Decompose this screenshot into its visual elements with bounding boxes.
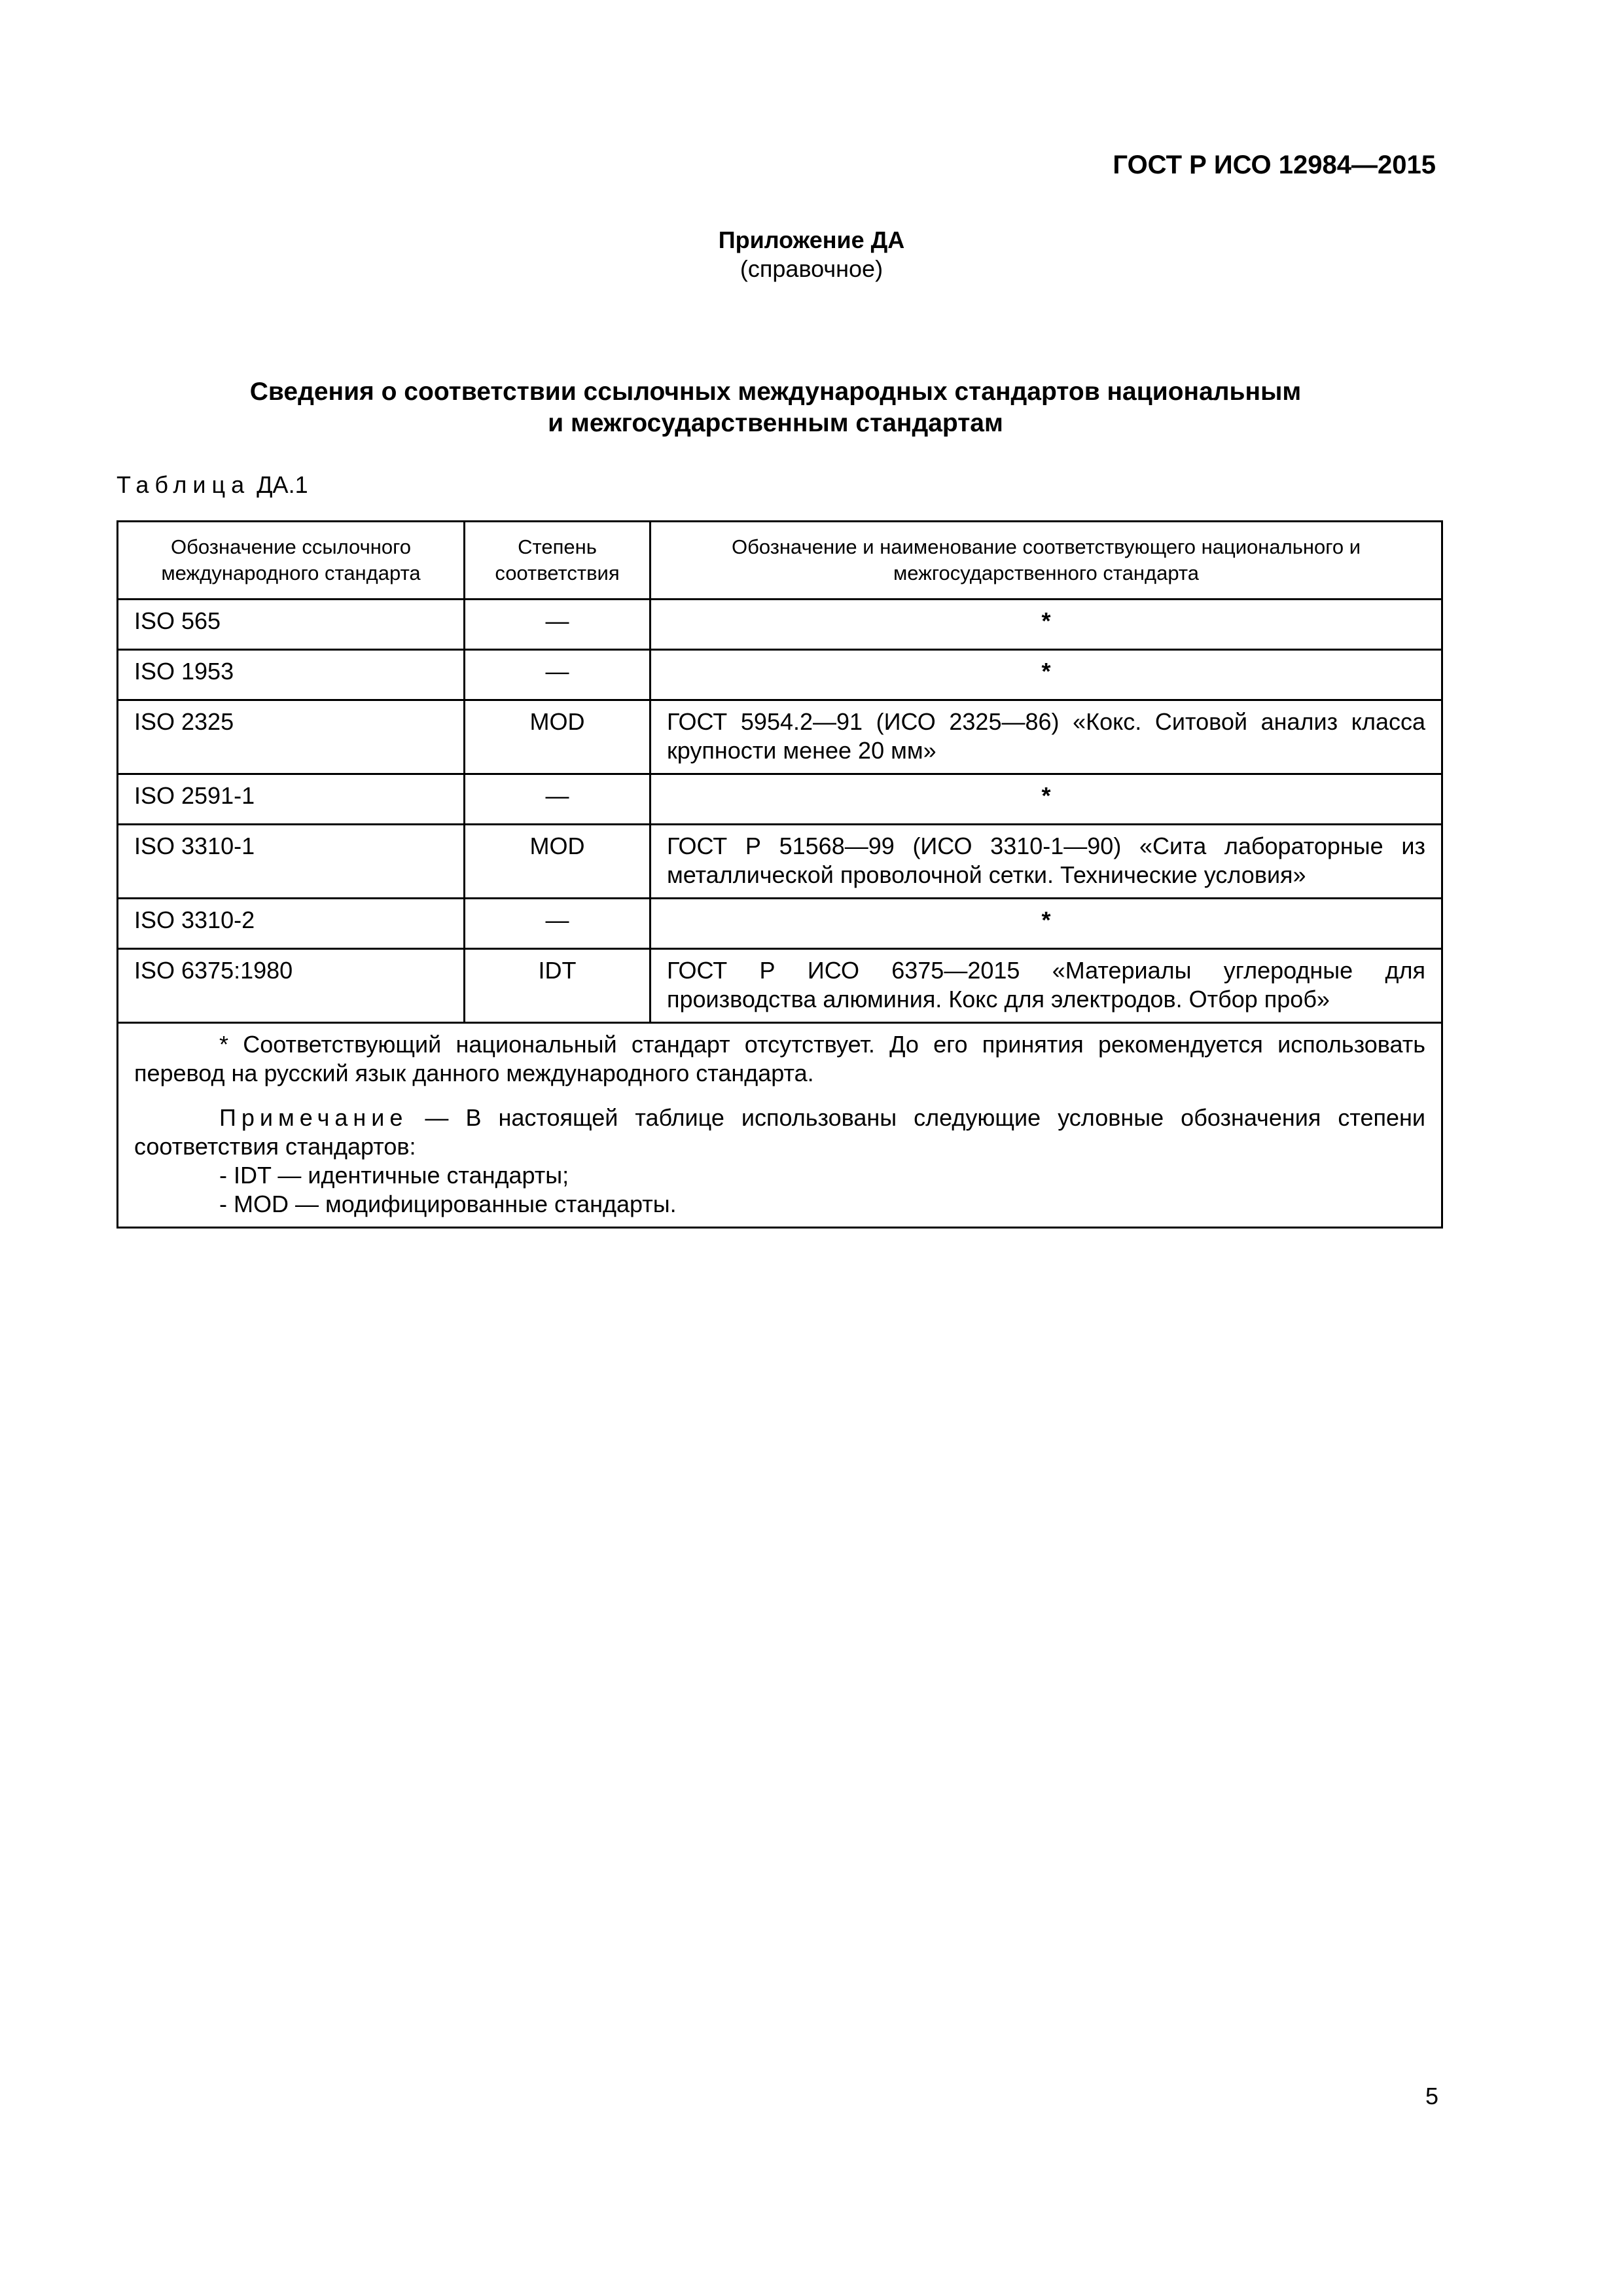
table-caption	[116, 471, 308, 499]
cell-degree: —	[465, 650, 651, 700]
column-header-reference: Обозначение ссылочного международного стандарта	[118, 522, 465, 600]
page-number: 5	[1425, 2083, 1438, 2109]
cell-national: *	[651, 600, 1442, 650]
table-row	[118, 650, 1442, 700]
cell-degree: MOD	[465, 700, 651, 774]
table-header-row	[118, 522, 1442, 600]
cell-national: ГОСТ Р ИСО 6375—2015 «Материалы углеродные для производства алюминия. Кокс для электродов. Отбор проб»	[651, 949, 1442, 1023]
cell-reference: ISO 3310-1	[118, 825, 465, 899]
heading-line-2: и межгосударственным стандартам	[548, 409, 1003, 437]
cell-degree: —	[465, 899, 651, 949]
table-caption-number: ДА.1	[257, 471, 308, 498]
table-notes-row	[118, 1023, 1442, 1228]
appendix-header	[0, 226, 1623, 283]
cell-degree: —	[465, 600, 651, 650]
table-row	[118, 825, 1442, 899]
table-note	[134, 1103, 1425, 1161]
table-row	[118, 600, 1442, 650]
cell-degree: IDT	[465, 949, 651, 1023]
cell-reference: ISO 6375:1980	[118, 949, 465, 1023]
cell-national: ГОСТ 5954.2—91 (ИСО 2325—86) «Кокс. Ситовой анализ класса крупности менее 20 мм»	[651, 700, 1442, 774]
note-item-mod: - MOD — модифицированные стандарты.	[219, 1191, 677, 1217]
cell-national: ГОСТ Р 51568—99 (ИСО 3310-1—90) «Сита лабораторные из металлической проволочной сетки. Технические условия»	[651, 825, 1442, 899]
cell-reference: ISO 565	[118, 600, 465, 650]
table-caption-word: Таблица	[116, 471, 251, 498]
heading-line-1: Сведения о соответствии ссылочных международных стандартов национальным	[249, 378, 1302, 406]
correspondence-table	[116, 520, 1443, 1229]
table-row	[118, 949, 1442, 1023]
column-header-degree: Степень соответствия	[465, 522, 651, 600]
cell-reference: ISO 3310-2	[118, 899, 465, 949]
note-label: Примечание	[219, 1104, 408, 1131]
column-header-national: Обозначение и наименование соответствующего национального и межгосударственного стандарта	[651, 522, 1442, 600]
table-row	[118, 700, 1442, 774]
table-notes	[118, 1023, 1442, 1228]
cell-national: *	[651, 650, 1442, 700]
cell-reference: ISO 2591-1	[118, 774, 465, 825]
table-row	[118, 899, 1442, 949]
cell-degree: MOD	[465, 825, 651, 899]
table-footnote: * Соответствующий национальный стандарт отсутствует. До его принятия рекомендуется использовать перевод на русский язык данного международного стандарта.	[134, 1031, 1425, 1086]
note-text: — В настоящей таблице использованы следующие условные обозначения степени соответствия стандартов:	[134, 1104, 1425, 1160]
cell-degree: —	[465, 774, 651, 825]
cell-national: *	[651, 899, 1442, 949]
appendix-subtitle: (справочное)	[740, 255, 883, 282]
standard-designation: ГОСТ Р ИСО 12984—2015	[1113, 151, 1436, 179]
cell-reference: ISO 2325	[118, 700, 465, 774]
note-item-idt: - IDT — идентичные стандарты;	[219, 1162, 569, 1189]
table-row	[118, 774, 1442, 825]
appendix-title: Приложение ДА	[718, 226, 905, 253]
section-heading	[118, 376, 1433, 439]
cell-national: *	[651, 774, 1442, 825]
cell-reference: ISO 1953	[118, 650, 465, 700]
